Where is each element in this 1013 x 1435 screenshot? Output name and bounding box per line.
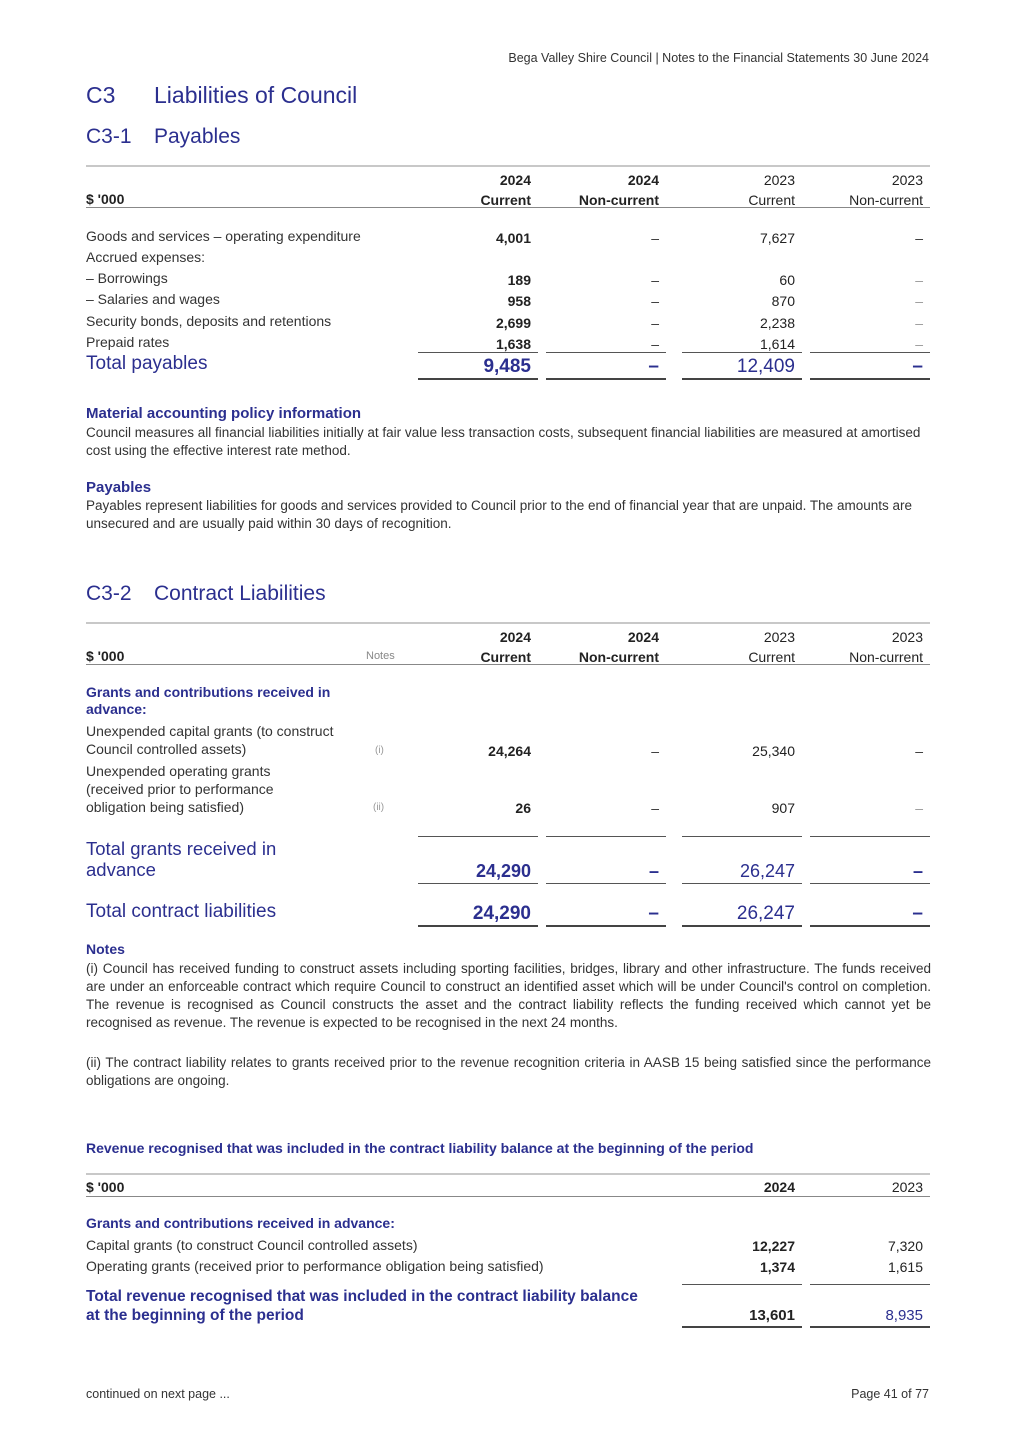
note-reference: (i) [375,745,384,756]
table-cell: – [651,336,659,352]
total-rule [418,378,538,380]
column-header: 2024 Current [480,629,531,665]
table-cell: 907 [771,800,795,816]
contract-title-text: Contract Liabilities [154,582,326,605]
subtotal-rule [810,1284,930,1285]
table-cell: – [651,230,659,246]
subtotal-rule [546,352,666,353]
table-top-rule [86,165,930,167]
table-cell: – [915,336,923,352]
total-rule [682,1326,802,1328]
revenue-total-value: 13,601 [749,1307,795,1324]
table-row-label: Capital grants (to construct Council controlled assets) [86,1237,418,1253]
table-row-label: – Borrowings [86,270,168,286]
subtotal-value: – [648,861,659,881]
total-rule [546,378,666,380]
subtotal-rule [682,836,802,837]
total-rule [418,925,538,927]
table-cell: – [651,315,659,331]
column-header: 2023 Non-current [849,629,923,665]
table-cell: 189 [507,272,531,288]
subtotal-rule [546,836,666,837]
section-number: C3 [86,82,116,108]
contract-title [86,582,326,606]
table-top-rule [86,1173,930,1175]
total-rule [682,925,802,927]
total-contract-label: Total contract liabilities [86,901,277,922]
total-contract-value: 24,290 [472,903,531,924]
revenue-heading: Revenue recognised that was included in the contract liability balance at the beginning of the period [86,1140,754,1156]
table-cell: – [915,230,923,246]
revenue-total-label: Total revenue recognised that was included in the contract liability balance at the beginning of the period [86,1288,638,1324]
table-row-label: Operating grants (received prior to performance obligation being satisfied) [86,1258,544,1274]
unit-label: $ '000 [86,191,125,207]
revenue-total-value: 8,935 [885,1307,923,1324]
table-cell: 7,320 [887,1238,923,1254]
total-payables-value: 12,409 [736,356,795,377]
footer-continued: continued on next page ... [86,1387,230,1401]
subtotal-rule [418,883,538,884]
subtotal-rule [418,352,538,353]
grants-group-heading: Grants and contributions received in advance: [86,684,331,717]
header-bottom-rule [86,664,930,665]
table-cell: 2,238 [759,315,795,331]
table-cell: – [915,315,923,331]
subtotal-rule [682,352,802,353]
table-row-label: Accrued expenses: [86,249,206,265]
header-bottom-rule [86,207,930,208]
table-cell: 1,638 [495,336,531,352]
subtotal-rule [682,1284,802,1285]
total-contract-value: 26,247 [736,903,795,924]
total-rule [810,378,930,380]
column-header: 2024 Non-current [578,172,659,208]
table-cell: 1,614 [759,336,795,352]
subtotal-rule [682,883,802,884]
column-header: 2023 Current [748,629,795,665]
table-cell: 4,001 [495,230,531,246]
payables-note-heading: Payables [86,479,152,496]
page-number: Page 41 of 77 [851,1387,929,1401]
column-header: 2023 Current [748,172,795,208]
table-cell: 958 [507,293,531,309]
total-payables-value: – [648,356,659,377]
table-cell: – [651,272,659,288]
column-header: 2023 Non-current [849,172,923,208]
total-rule [546,925,666,927]
revenue-group-heading: Grants and contributions received in advance: [86,1215,395,1231]
payables-number: C3-1 [86,125,132,148]
note-reference: (ii) [373,802,385,813]
unit-label: $ '000 [86,1179,125,1195]
table-cell: – [915,743,923,759]
table-cell: 24,264 [488,743,531,759]
table-row-label: Unexpended operating grants (received prior to performance obligation being satisfied) [86,763,274,815]
table-cell: – [915,293,923,309]
table-top-rule [86,622,930,624]
table-cell: 12,227 [752,1238,795,1254]
page-header: Bega Valley Shire Council | Notes to the Financial Statements 30 June 2024 [508,51,929,65]
subtotal-value: 26,247 [739,861,795,881]
subtotal-label: Total grants received in advance [86,838,277,880]
note-i-text: (i) Council has received funding to construct assets including sporting facilities, bridges, library and other infrastructure. The funds received are under an enforceable contract which require Council to construct an identified asset which will be under Council's control on completion. The revenue is recognised as Council constructs the asset and the contract liability reflects the funding received which cannot yet be recognised as revenue. The revenue is expected to be recognised in the next 24 months. [86,961,931,1030]
table-cell: – [915,800,923,816]
subtotal-rule [546,883,666,884]
note-ii-text: (ii) The contract liability relates to grants received prior to the revenue recognition criteria in AASB 15 being satisfied since the performance obligations are ongoing. [86,1055,931,1088]
table-cell: 870 [771,293,795,309]
table-cell: 2,699 [495,315,531,331]
table-cell: 25,340 [752,743,795,759]
total-rule [810,1326,930,1328]
total-payables-value: 9,485 [483,356,531,377]
table-cell: 60 [779,272,795,288]
total-payables-label: Total payables [86,353,208,374]
column-header: 2024 Non-current [578,629,659,665]
unit-label: $ '000 [86,648,125,664]
table-cell: 1,615 [887,1259,923,1275]
section-title [86,82,357,109]
total-contract-value: – [648,903,659,924]
table-cell: – [651,800,659,816]
table-cell: – [651,293,659,309]
table-row-label: Security bonds, deposits and retentions [86,313,332,329]
subtotal-rule [418,836,538,837]
subtotal-value: – [912,861,923,881]
total-payables-value: – [912,356,923,377]
notes-column-label: Notes [366,650,395,662]
header-bottom-rule [86,1196,930,1197]
total-rule [810,925,930,927]
table-cell: – [651,743,659,759]
table-cell: 26 [515,800,531,816]
table-cell: – [915,272,923,288]
table-cell: 7,627 [759,230,795,246]
section-title-text: Liabilities of Council [154,82,358,108]
table-row-label: Unexpended capital grants (to construct Council controlled assets) [86,723,334,757]
column-header: 2024 Current [480,172,531,208]
payables-title [86,125,240,149]
total-rule [682,378,802,380]
policy-text: Council measures all financial liabilities initially at fair value less transaction costs, subsequent financial liabilities are measured at amortised cost using the effective interest rate method. [86,425,921,458]
table-row-label: – Salaries and wages [86,291,220,307]
subtotal-value: 24,290 [475,861,531,881]
subtotal-rule [810,352,930,353]
notes-heading: Notes [86,941,125,957]
contract-number: C3-2 [86,582,132,605]
subtotal-rule [810,883,930,884]
table-row-label: Goods and services – operating expenditure [86,228,361,244]
policy-heading: Material accounting policy information [86,405,362,422]
table-cell: 1,374 [759,1259,795,1275]
subtotal-rule [810,836,930,837]
payables-title-text: Payables [154,125,241,148]
total-contract-value: – [912,903,923,924]
column-header: 2024 [763,1179,795,1195]
column-header: 2023 [891,1179,923,1195]
payables-note-text: Payables represent liabilities for goods and services provided to Council prior to the end of financial year that are unpaid. The amounts are unsecured and are usually paid within 30 days of recognition. [86,498,912,531]
table-row-label: Prepaid rates [86,334,170,350]
